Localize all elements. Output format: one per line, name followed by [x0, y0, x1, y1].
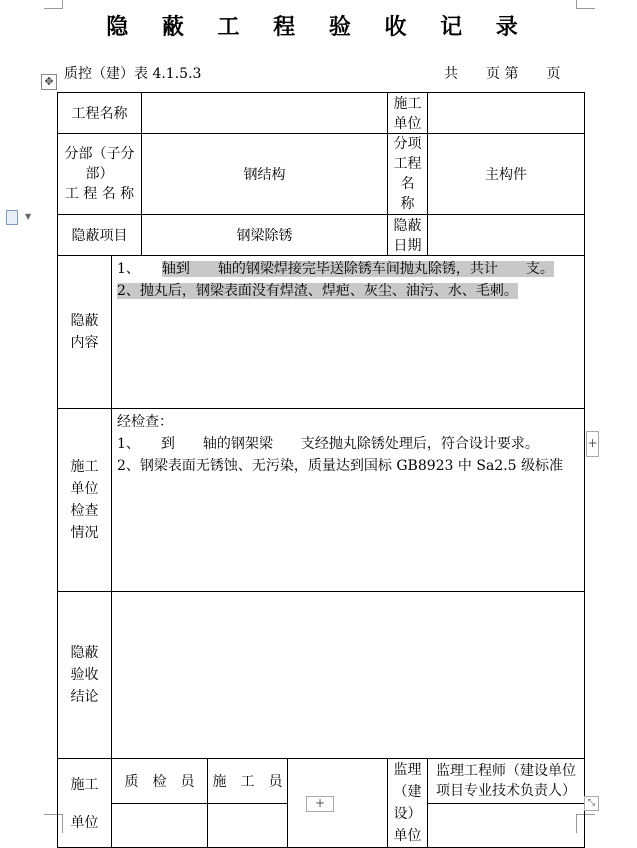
constructor-signature[interactable]: [208, 803, 288, 848]
page-title: 隐 蔽 工 程 验 收 记 录: [106, 15, 531, 40]
supervision-engineer-label: [428, 759, 585, 804]
page-info: 共 页 第 页: [444, 66, 561, 82]
division-label-line1: 分部（子分部）: [64, 146, 135, 182]
signature-construction-label: [58, 759, 112, 848]
supervision-label: [388, 759, 428, 848]
signature-spacer: [288, 759, 388, 848]
plus-icon[interactable]: +: [586, 431, 599, 457]
concealed-content-line1-text: 轴到 轴的钢梁焊接完毕送除锈车间抛丸除锈，共计 支。: [161, 261, 554, 277]
resize-icon[interactable]: ⤡: [584, 796, 599, 811]
document-icon[interactable]: [6, 210, 18, 225]
inspection-form-table: [57, 92, 585, 848]
project-name-label: 工程名称: [58, 93, 142, 134]
signature-construction-label-line1: 施工: [70, 777, 99, 793]
concealed-content-label-line1: 隐蔽: [70, 313, 99, 329]
inspection-label: [58, 409, 112, 592]
construction-unit-label: [388, 93, 428, 134]
conclusion-label-line1: 隐蔽: [70, 645, 99, 661]
signature-construction-label-line2: 单位: [70, 815, 99, 831]
supervision-engineer-line1: 监理工程师（建设单位: [436, 762, 577, 779]
supervision-label-line4: 单位: [393, 828, 422, 844]
constructor-label: 施 工 员: [208, 759, 288, 804]
construction-unit-value[interactable]: [428, 93, 585, 134]
concealed-content-label: [58, 256, 112, 409]
concealed-content-line1-prefix: 1、: [117, 261, 140, 277]
concealed-content-line1: [117, 258, 580, 280]
page-corner-top-right: [576, 0, 595, 9]
concealed-date-label: 隐蔽日期: [388, 215, 428, 256]
move-icon[interactable]: ✥: [41, 74, 57, 90]
page-corner-top-left: [44, 0, 63, 9]
division-value[interactable]: 钢结构: [142, 134, 388, 215]
supervision-engineer-line2: 项目专业技术负责人）: [436, 782, 577, 799]
project-name-value[interactable]: [142, 93, 388, 134]
concealed-item-label: 隐蔽项目: [58, 215, 142, 256]
supervision-label-line1: 监理: [393, 762, 422, 778]
division-label-line2: 工 程 名 称: [64, 186, 135, 202]
inspection-label-line1: 施工: [70, 459, 99, 475]
inspection-line2: 2、钢梁表面无锈蚀、无污染，质量达到国标 GB8923 中 Sa2.5 级标准: [117, 458, 564, 474]
concealed-content-line2-text: 2、抛丸后，钢梁表面没有焊渣、焊疤、灰尘、油污、水、毛刺。: [117, 283, 518, 299]
supervision-engineer-signature[interactable]: [428, 803, 585, 848]
supervision-label-line3: 设）: [393, 806, 422, 822]
dropdown-arrow-icon[interactable]: ▼: [25, 212, 32, 221]
inspection-label-line3: 检查: [70, 503, 99, 519]
subitem-value[interactable]: 主构件: [428, 134, 585, 215]
quality-inspector-signature[interactable]: [112, 803, 208, 848]
inspection-label-line4: 情况: [70, 525, 99, 541]
conclusion-body[interactable]: [112, 592, 585, 759]
concealed-content-line2: [117, 280, 580, 302]
form-code: 质控（建）表 4.1.5.3: [64, 66, 202, 82]
subitem-label: [388, 134, 428, 215]
inspection-lead: 经检查：: [117, 414, 173, 430]
inspection-body[interactable]: [112, 409, 585, 592]
concealed-content-body[interactable]: [112, 256, 585, 409]
concealed-item-value[interactable]: 钢梁除锈: [142, 215, 388, 256]
subitem-label-line2: 名 称: [400, 176, 429, 212]
conclusion-label-line3: 结论: [70, 689, 99, 705]
inspection-line1: 1、 到 轴的钢架梁 支经抛丸除锈处理后，符合设计要求。: [117, 436, 539, 452]
conclusion-label: [58, 592, 112, 759]
conclusion-label-line2: 验收: [70, 667, 99, 683]
subitem-label-line1: 分项工程: [393, 136, 422, 172]
quality-inspector-label: 质 检 员: [112, 759, 208, 804]
division-label: [58, 134, 142, 215]
construction-unit-label-text: 施工单位: [393, 96, 422, 132]
add-row-plus-icon[interactable]: +: [306, 796, 334, 812]
inspection-label-line2: 单位: [70, 481, 99, 497]
concealed-date-value[interactable]: [428, 215, 585, 256]
supervision-label-line2: （建: [393, 784, 422, 800]
concealed-content-label-line2: 内容: [70, 335, 99, 351]
